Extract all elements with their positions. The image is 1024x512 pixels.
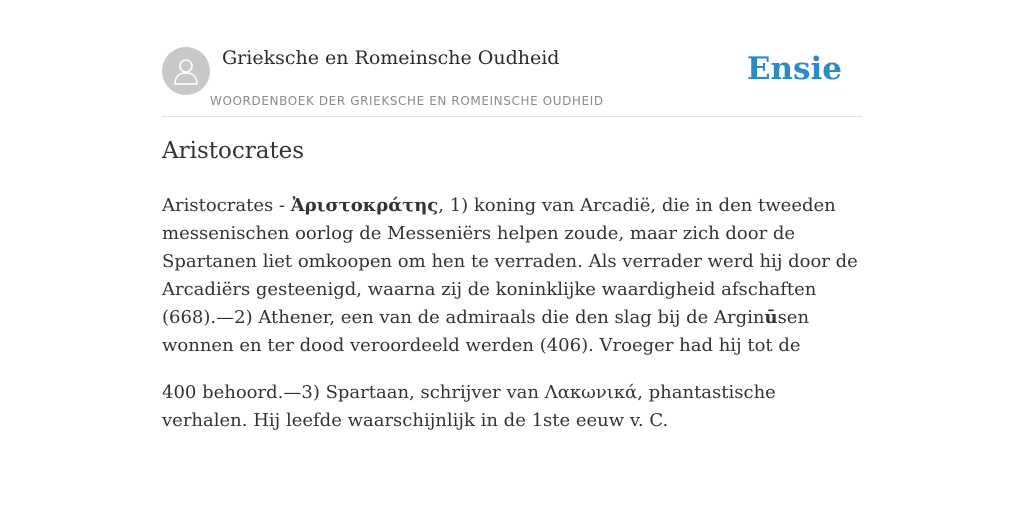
entry-text: , 1) koning van Arcadië, die in den tweeden messenischen oorlog de Messeniërs helpen zoude, maar zich door de Spartanen liet omkoopen om hen te verraden. Als verrader werd hij door de Arcadiërs gesteenigd, waarna zij de koninklijke waardigheid afschaften (668).—2) Athener, een van de admiraals die den slag bij de Argin xyxy=(162,195,858,328)
brand-logo[interactable]: Ensie xyxy=(746,51,842,87)
greek-headword: Ἀριστοκράτης xyxy=(290,195,439,216)
dictionary-title[interactable]: Grieksche en Romeinsche Oudheid xyxy=(222,47,560,69)
entry-paragraph xyxy=(162,192,862,360)
entry-text: sen wonnen en ter dood veroordeeld werden (406). Vroeger had hij tot de xyxy=(162,307,810,356)
dictionary-subtitle: WOORDENBOEK DER GRIEKSCHE EN ROMEINSCHE OUDHEID xyxy=(210,94,604,108)
entry-paragraph xyxy=(162,379,862,435)
avatar[interactable] xyxy=(162,47,210,95)
entry-text: 400 behoord.—3) Spartaan, schrijver van Λακωνικά, phantastische verhalen. Hij leefde waarschijnlijk in de 1ste eeuw v. C. xyxy=(162,382,776,431)
macron-letter: ū xyxy=(764,307,778,328)
entry-body xyxy=(162,192,862,454)
entry-title: Aristocrates xyxy=(162,138,305,164)
user-icon xyxy=(172,56,200,86)
entry-lead: Aristocrates - xyxy=(162,195,291,216)
dictionary-header xyxy=(162,46,862,117)
